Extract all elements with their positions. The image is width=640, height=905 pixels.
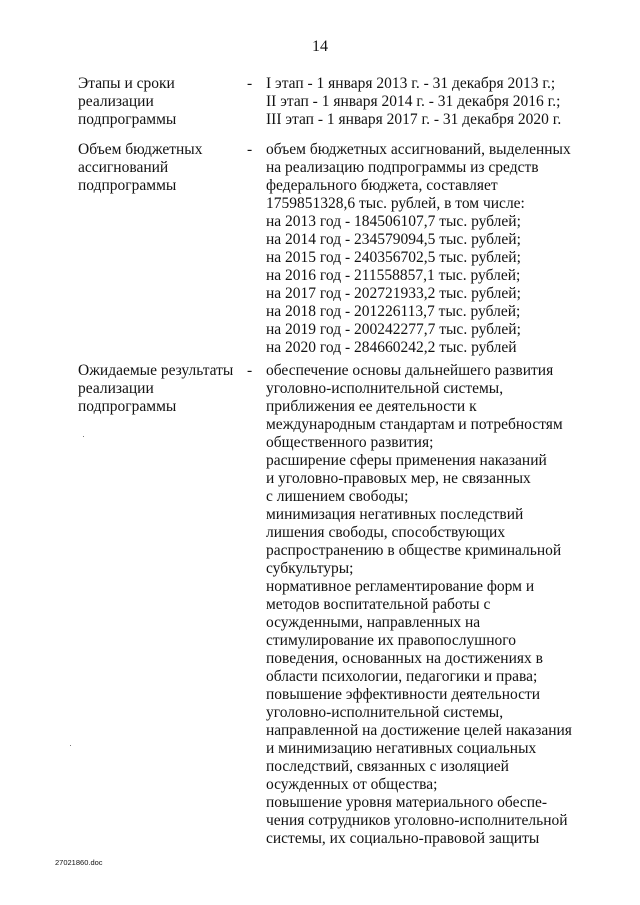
content-line: системы, их социально-правовой защиты (266, 830, 540, 847)
content-line: и минимизацию негативных социальных (266, 740, 537, 757)
content-line: и уголовно-правовых мер, не связанных (266, 470, 531, 487)
content-line: направленной на достижение целей наказания (266, 722, 572, 739)
content-line: стимулирование их правопослушного (266, 632, 516, 649)
label-line: подпрограммы (78, 111, 177, 128)
content-line: осужденными, направленных на (266, 614, 481, 631)
content-line: 1759851328,6 тыс. рублей, в том числе: (266, 195, 525, 212)
scan-speck (83, 436, 84, 437)
label-line: ассигнований (78, 159, 169, 176)
label-line: Ожидаемые результаты (78, 362, 234, 379)
content-line: на 2020 год - 284660242,2 тыс. рублей (266, 339, 517, 356)
row-content (266, 141, 596, 357)
row-label (78, 75, 238, 129)
content-line: на 2015 год - 240356702,5 тыс. рублей; (266, 249, 521, 266)
content-line: уголовно-исполнительной системы, (266, 380, 504, 397)
scan-speck (70, 745, 71, 746)
content-line: методов воспитательной работы с (266, 596, 491, 613)
row-dash: - (247, 141, 253, 158)
label-line: Объем бюджетных (78, 141, 203, 158)
label-line: Этапы и сроки (78, 75, 175, 92)
content-line: области психологии, педагогики и права; (266, 668, 538, 685)
content-line: объем бюджетных ассигнований, выделенных (266, 141, 571, 158)
content-line: II этап - 1 января 2014 г. - 31 декабря 2016 г.; (266, 93, 561, 110)
content-line: приближения ее деятельности к (266, 398, 477, 415)
content-line: на 2019 год - 200242277,7 тыс. рублей; (266, 321, 521, 338)
content-line: общественного развития; (266, 434, 434, 451)
content-line: с лишением свободы; (266, 488, 409, 505)
content-line: на 2014 год - 234579094,5 тыс. рублей; (266, 231, 521, 248)
content-line: международным стандартам и потребностям (266, 416, 563, 433)
label-line: реализации (78, 93, 154, 110)
content-line: поведения, основанных на достижениях в (266, 650, 543, 667)
content-line: нормативное регламентирование форм и (266, 578, 535, 595)
page-number: 14 (312, 38, 328, 55)
row-content (266, 362, 596, 848)
content-line: на 2013 год - 184506107,7 тыс. рублей; (266, 213, 521, 230)
row-dash: - (247, 362, 253, 379)
content-line: лишения свободы, способствующих (266, 524, 506, 541)
content-line: последствий, связанных с изоляцией (266, 758, 509, 775)
content-line: на 2018 год - 201226113,7 тыс. рублей; (266, 303, 521, 320)
row-dash: - (247, 75, 253, 92)
footer-filename: 27021860.doc (55, 858, 103, 867)
content-line: обеспечение основы дальнейшего развития (266, 362, 554, 379)
content-line: расширение сферы применения наказаний (266, 452, 547, 469)
content-line: осужденных от общества; (266, 776, 438, 793)
content-line: субкультуры; (266, 560, 354, 577)
content-line: на 2016 год - 211558857,1 тыс. рублей; (266, 267, 521, 284)
content-line: повышение эффективности деятельности (266, 686, 541, 703)
label-line: подпрограммы (78, 398, 177, 415)
content-line: на реализацию подпрограммы из средств (266, 159, 539, 176)
label-line: реализации (78, 380, 154, 397)
content-line: минимизация негативных последствий (266, 506, 524, 523)
content-line: чения сотрудников уголовно-исполнительной (266, 812, 568, 829)
content-line: повышение уровня материального обеспе- (266, 794, 548, 811)
content-line: распространению в обществе криминальной (266, 542, 562, 559)
content-line: III этап - 1 января 2017 г. - 31 декабря 2020 г. (266, 111, 562, 128)
content-line: федерального бюджета, составляет (266, 177, 498, 194)
label-line: подпрограммы (78, 177, 177, 194)
content-line: на 2017 год - 202721933,2 тыс. рублей; (266, 285, 521, 302)
row-content (266, 75, 596, 129)
row-label (78, 141, 238, 195)
content-line: уголовно-исполнительной системы, (266, 704, 504, 721)
content-line: I этап - 1 января 2013 г. - 31 декабря 2013 г.; (266, 75, 556, 92)
row-label (78, 362, 238, 416)
